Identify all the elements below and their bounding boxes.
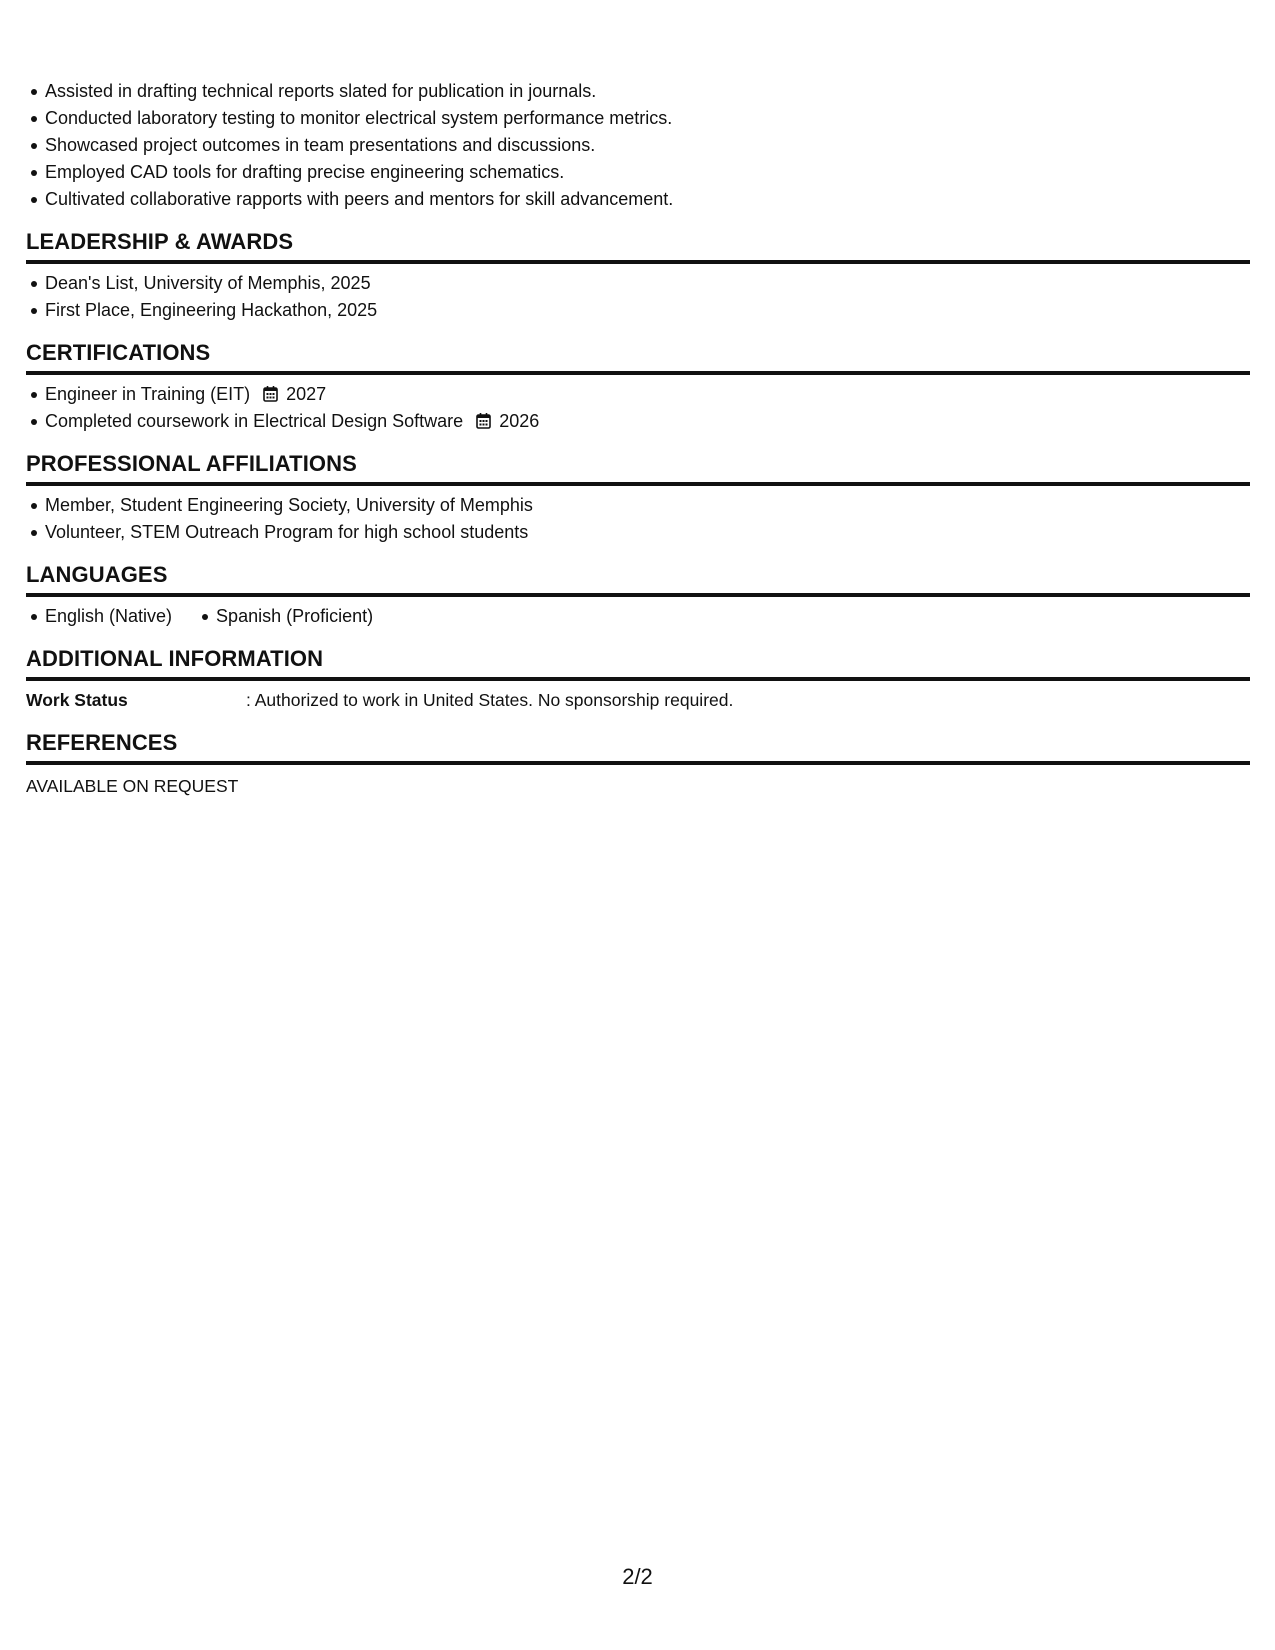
page-number: 2/2 [622, 1564, 653, 1589]
calendar-icon [476, 412, 491, 429]
calendar-icon [263, 385, 278, 402]
experience-bullet-list [26, 78, 1250, 213]
list-item: English (Native) [45, 603, 172, 630]
certification-name: Completed coursework in Electrical Design Software [45, 411, 464, 431]
section-heading: ADDITIONAL INFORMATION [26, 646, 1250, 681]
section-heading: CERTIFICATIONS [26, 340, 1250, 375]
list-item: Showcased project outcomes in team presentations and discussions. [45, 132, 1250, 159]
work-status-label: Work Status [26, 690, 128, 710]
list-item: Dean's List, University of Memphis, 2025 [45, 270, 1250, 297]
list-item: Assisted in drafting technical reports slated for publication in journals. [45, 78, 1250, 105]
certification-name: Engineer in Training (EIT) [45, 384, 251, 404]
affiliations-list [26, 492, 1250, 546]
leadership-section [26, 229, 1250, 324]
list-item: First Place, Engineering Hackathon, 2025 [45, 297, 1250, 324]
list-item: Cultivated collaborative rapports with peers and mentors for skill advancement. [45, 186, 1250, 213]
section-heading: PROFESSIONAL AFFILIATIONS [26, 451, 1250, 486]
list-item: Conducted laboratory testing to monitor electrical system performance metrics. [45, 105, 1250, 132]
list-item: Employed CAD tools for drafting precise engineering schematics. [45, 159, 1250, 186]
certifications-list [26, 381, 1250, 435]
references-section [26, 730, 1250, 800]
affiliations-section [26, 451, 1250, 546]
languages-list [26, 603, 1250, 630]
leadership-list [26, 270, 1250, 324]
languages-section [26, 562, 1250, 630]
list-item [45, 408, 1250, 435]
resume-page [26, 78, 1250, 800]
certifications-section [26, 340, 1250, 435]
list-item: Volunteer, STEM Outreach Program for high school students [45, 519, 1250, 546]
list-item: Member, Student Engineering Society, University of Memphis [45, 492, 1250, 519]
section-heading: LEADERSHIP & AWARDS [26, 229, 1250, 264]
work-status-value: : Authorized to work in United States. No sponsorship required. [246, 690, 734, 710]
list-item [45, 381, 1250, 408]
certification-year: 2026 [499, 411, 540, 431]
certification-year: 2027 [286, 384, 327, 404]
references-text: AVAILABLE ON REQUEST [26, 776, 239, 796]
section-heading: LANGUAGES [26, 562, 1250, 597]
section-heading: REFERENCES [26, 730, 1250, 765]
list-item: Spanish (Proficient) [216, 603, 373, 630]
work-status-row [26, 687, 1250, 714]
additional-info-section [26, 646, 1250, 714]
